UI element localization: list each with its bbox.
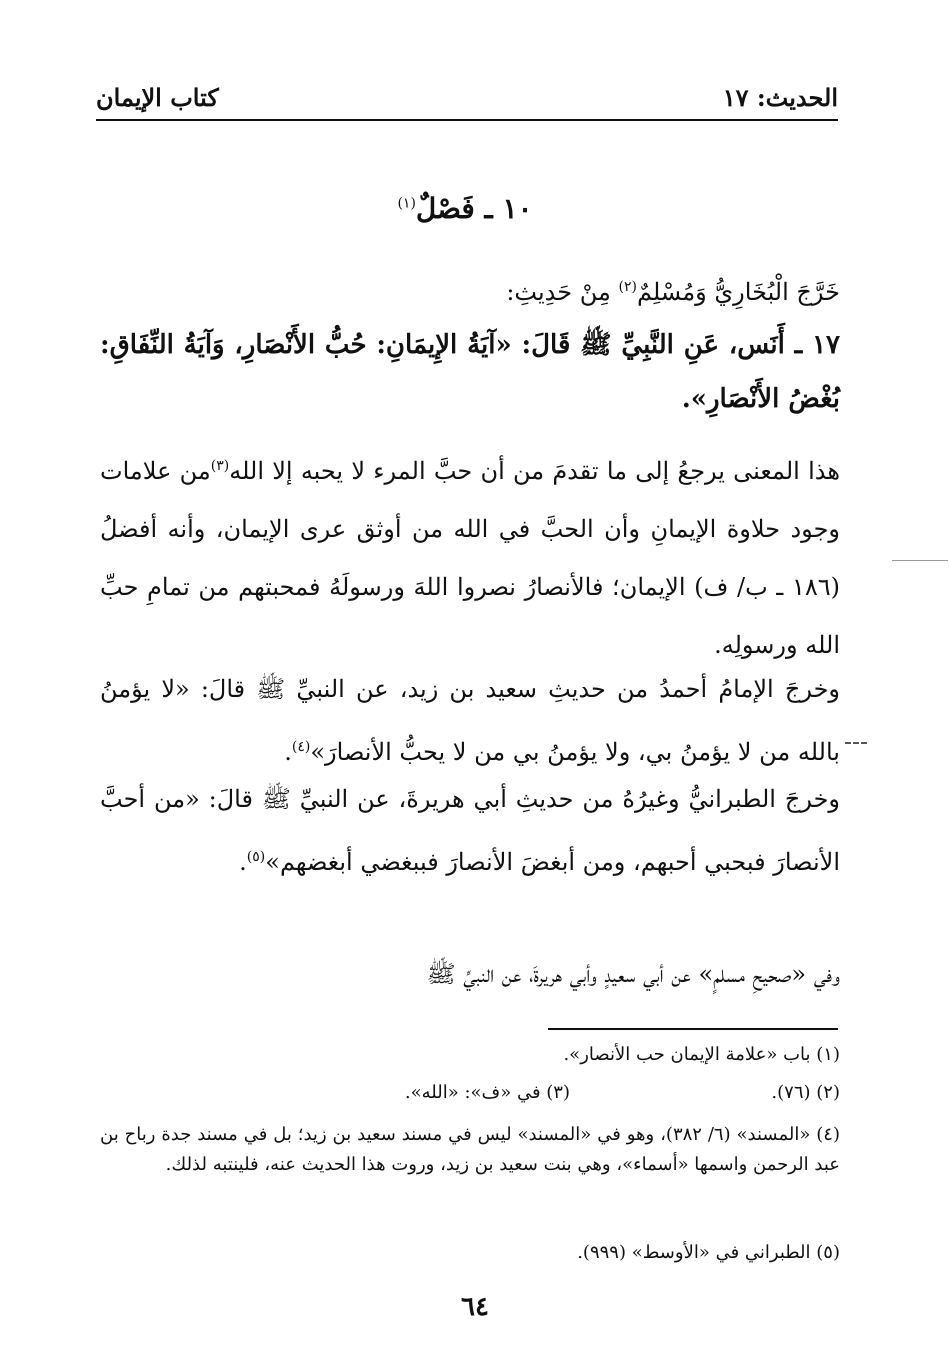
section-title-text: ١٠ ـ فَصْلٌ [415,192,533,225]
paragraph-2-text-a: وخرجَ الإمامُ أحمدُ من حديثِ سعيد بن زيد، عن النبيِّ ﷺ قالَ: «لا يؤمنُ بالله من لا يؤمنُ بي، ولا يؤمنُ بي من لا يحبُّ الأنصارَ» [100,675,840,766]
paragraph-3-text-b: . [239,848,247,876]
page-number: ٦٤ [461,1292,489,1322]
header-hadith-number: الحديث: ١٧ [722,83,838,112]
intro-text-a: خَرَّجَ الْبُخَارِيُّ وَمُسْلِمٌ [636,278,840,306]
footnote-ref-2[interactable]: (٢) [618,279,637,295]
paragraph-4-text-a: وفي «صحيحِ مسلمٍ» عن أبي سعيدٍ وأبي هريرةَ، عن النبيِّ ﷺ [426,960,840,988]
paragraph-2 [100,660,840,781]
footnote-5: (٥) الطبراني في «الأوسط» (٩٩٩). [577,1242,840,1263]
running-header [96,80,838,112]
paragraph-3-text-a: وخرجَ الطبرانيُّ وغيرُهُ من حديثِ أبي هريرةَ، عن النبيِّ ﷺ قالَ: «من أحبَّ الأنصارَ فبحبي أحبهم، ومن أبغضَ الأنصارَ فببغضي أبغضهم» [100,785,840,876]
paragraph-2-text-b: . [284,738,292,766]
paragraph-3 [100,770,840,891]
footnote-divider [548,1028,838,1030]
paragraph-1-text-a: هذا المعنى يرجعُ إلى ما تقدمَ من أن حبَّ المرء لا يحبه إلا الله [229,457,840,485]
footnote-ref-5[interactable]: (٥) [246,849,266,865]
footnote-row-2-3 [100,1078,840,1108]
hadith-text [100,318,840,426]
intro-text-b: مِنْ حَدِيثِ: [506,278,611,306]
footnote-ref-1[interactable]: (١) [397,195,416,212]
footnote-ref-4[interactable]: (٤) [291,739,311,755]
footnote-ref-3[interactable]: (٣) [210,458,230,474]
footnote-2: (٢) (٧٦). [771,1082,840,1103]
paragraph-4 [100,940,840,1003]
paragraph-1-text-b: من علامات وجود حلاوة الإيمانِ وأن الحبَّ في الله من أوثق عرى الإيمان، وأنه أفضلُ (١٨٦ ـ ب/ ف) الإيمان؛ فالأنصارُ نصروا اللهَ ورسولَهُ فمحبتهم من تمامِ حبِّ الله ورسولِه. [100,457,840,659]
intro-line [100,258,840,321]
paragraph-1 [100,437,840,674]
scan-edge-mark [892,560,948,561]
section-heading [300,192,630,225]
header-book-title: كتاب الإيمان [96,83,219,112]
footnote-1: (١) باب «علامة الإيمان حب الأنصار». [563,1044,840,1065]
footnote-4: (٤) «المسند» (٦/ ٣٨٢)، وهو في «المسند» ليس في مسند سعيد بن زيد؛ بل في مسند جدة رباح بن عبد الرحمن واسمها «أسماء»، وهي بنت سعيد بن زيد، وروت هذا الحديث عنه، فلينتبه لذلك. [100,1124,840,1175]
footnote-3: (٣) في «ف»: «الله». [404,1082,570,1103]
hadith-body: ١٧ ـ أَنَس، عَنِ النَّبِيِّ ﷺ قَالَ: «آيَةُ الإِيمَانِ: حُبُّ الأَنْصَارِ، وَآيَةُ النِّفَاقِ: بُغْضُ الأَنْصَارِ». [100,330,840,414]
header-divider [96,119,838,121]
scan-edge-mark [845,742,867,744]
